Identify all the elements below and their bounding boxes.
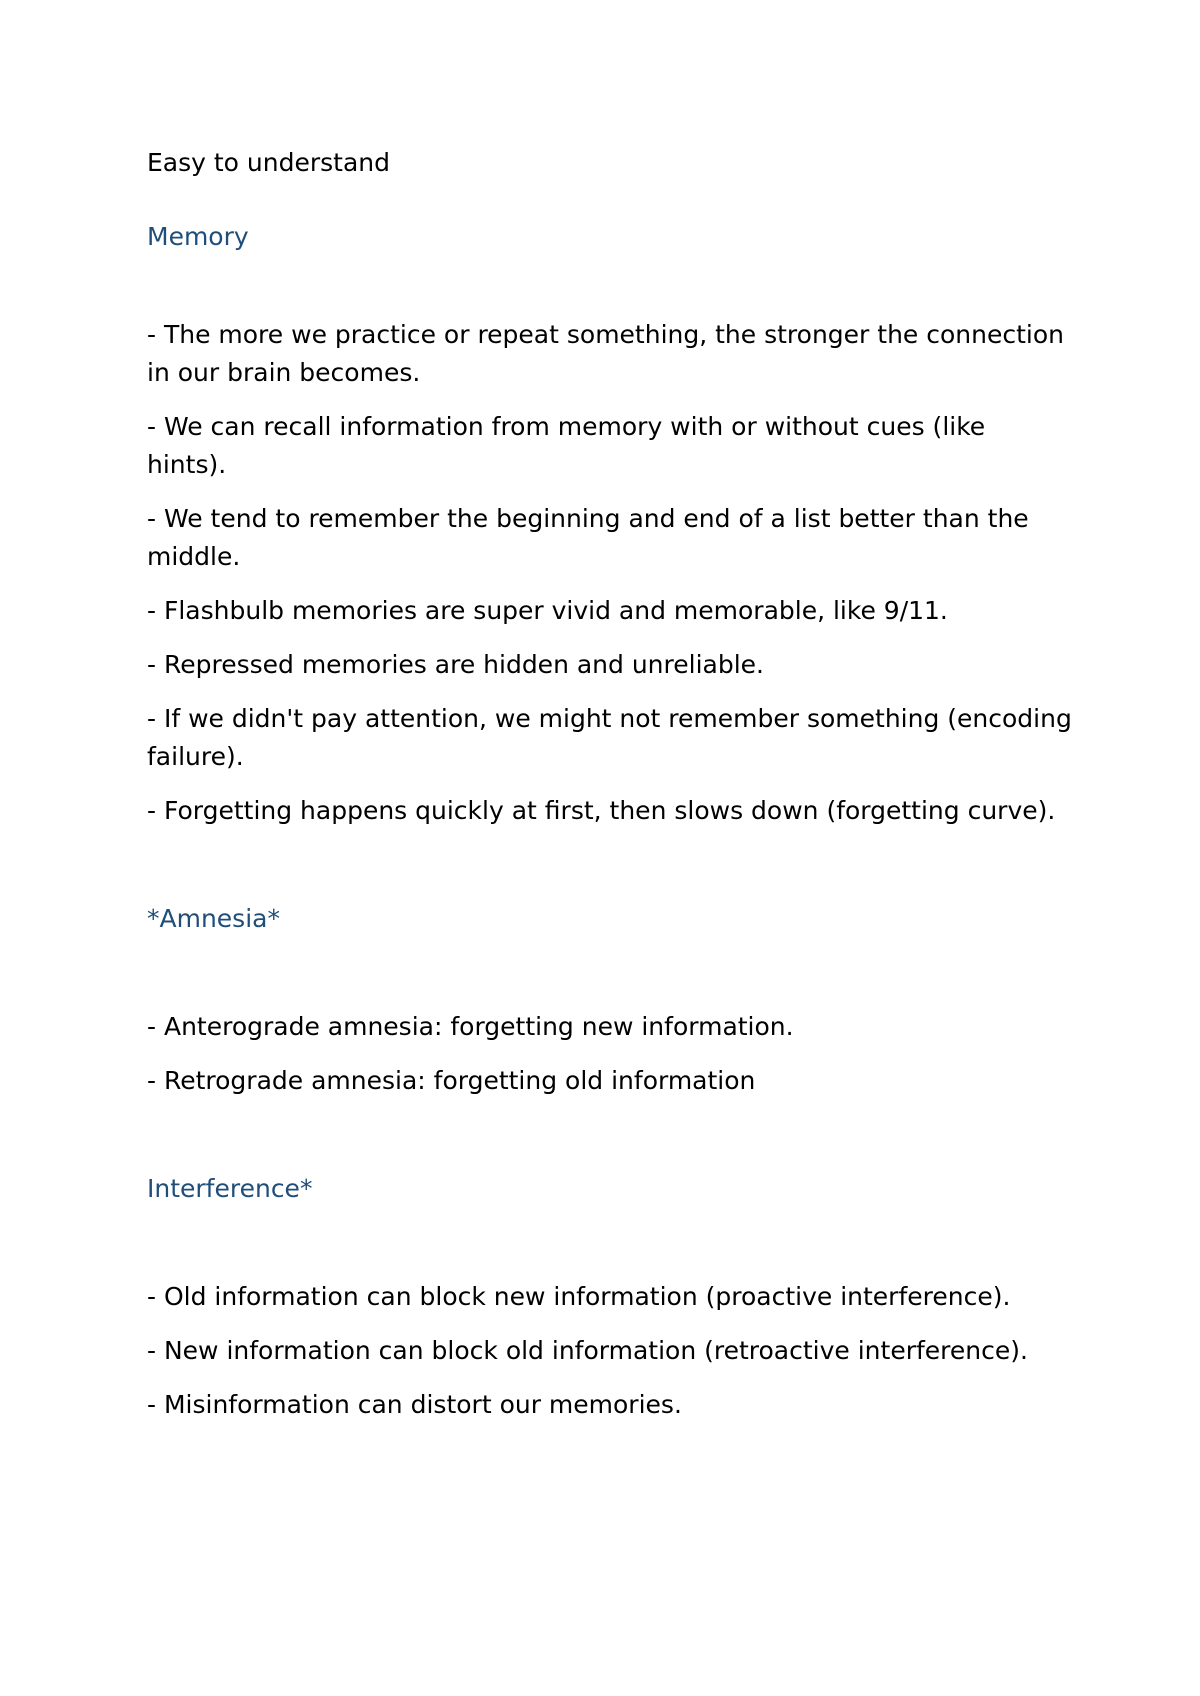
memory-item: - If we didn't pay attention, we might not remember something (encoding failure). bbox=[147, 704, 1072, 771]
memory-item: - We tend to remember the beginning and end of a list better than the middle. bbox=[147, 504, 1029, 571]
memory-item: - Forgetting happens quickly at first, then slows down (forgetting curve). bbox=[147, 796, 1056, 825]
amnesia-item: - Anterograde amnesia: forgetting new information. bbox=[147, 1012, 794, 1041]
heading-memory: Memory bbox=[147, 222, 249, 251]
memory-item: - Repressed memories are hidden and unreliable. bbox=[147, 650, 764, 679]
intro-text: Easy to understand bbox=[147, 148, 391, 177]
amnesia-list bbox=[147, 1008, 1072, 1100]
interference-list bbox=[147, 1278, 1072, 1424]
memory-item: - The more we practice or repeat something, the stronger the connection in our brain becomes. bbox=[147, 320, 1064, 387]
amnesia-item: - Retrograde amnesia: forgetting old information bbox=[147, 1066, 756, 1095]
interference-item: - New information can block old information (retroactive interference). bbox=[147, 1336, 1028, 1365]
document-page bbox=[147, 144, 1072, 1440]
memory-item: - We can recall information from memory with or without cues (like hints). bbox=[147, 412, 986, 479]
heading-interference: Interference* bbox=[147, 1174, 313, 1203]
memory-item: - Flashbulb memories are super vivid and memorable, like 9/11. bbox=[147, 596, 948, 625]
heading-amnesia: *Amnesia* bbox=[147, 904, 280, 933]
interference-item: - Misinformation can distort our memories. bbox=[147, 1390, 682, 1419]
interference-item: - Old information can block new information (proactive interference). bbox=[147, 1282, 1011, 1311]
memory-list bbox=[147, 316, 1072, 830]
